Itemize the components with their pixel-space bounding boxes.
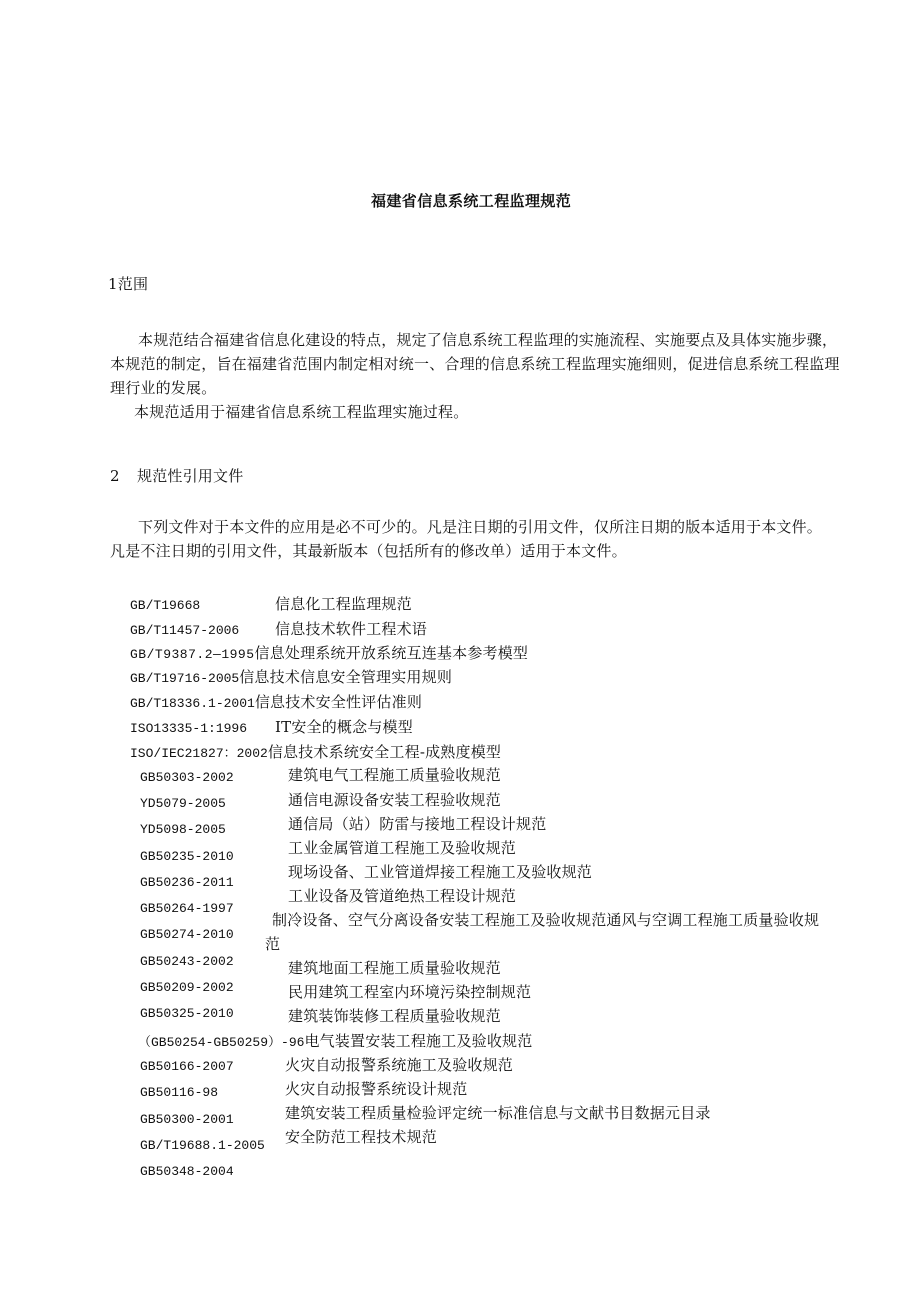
- section-2-number: 2: [110, 467, 120, 485]
- standard-title: 范: [265, 935, 281, 953]
- standard-code: GB50300-2001: [140, 1112, 234, 1127]
- standard-code: GB50235-2010: [140, 849, 234, 864]
- standard-title: 通信局（站）防雷与接地工程设计规范: [288, 815, 547, 833]
- section-1-paragraph-2: 本规范适用于福建省信息系统工程监理实施过程。: [134, 403, 469, 421]
- standard-code: GB50209-2002: [140, 980, 234, 995]
- section-2-paragraph-line: 凡是不注日期的引用文件，其最新版本（包括所有的修改单）适用于本文件。: [110, 542, 627, 560]
- reference-code: ISO13335-1:1996: [130, 721, 248, 736]
- reference-title: 信息技术安全性评估准则: [254, 693, 423, 711]
- standard-title: 工业设备及管道绝热工程设计规范: [288, 887, 517, 905]
- reference-title: 信息处理系统开放系统互连基本参考模型: [254, 644, 529, 662]
- standard-code: GB50116-98: [140, 1085, 219, 1100]
- standard-code: GB50274-2010: [140, 927, 234, 942]
- standard-combined-line: [138, 1031, 532, 1051]
- section-1-paragraph-line: 理行业的发展。: [110, 379, 217, 397]
- reference-code: GB/T11457-2006: [130, 623, 240, 638]
- standard-title: 火灾自动报警系统施工及验收规范: [285, 1056, 514, 1074]
- standard-code: YD5079-2005: [140, 796, 226, 811]
- reference-title: 信息技术系统安全工程-成熟度模型: [267, 743, 502, 761]
- section-2-heading: [110, 466, 243, 486]
- reference-code: GB/T18336.1-2001: [130, 696, 255, 711]
- standard-code: GB/T19688.1-2005: [140, 1138, 265, 1153]
- standard-title: 工业金属管道工程施工及验收规范: [288, 839, 517, 857]
- standard-title: 建筑装饰装修工程质量验收规范: [288, 1007, 501, 1025]
- standard-code: GB50264-1997: [140, 901, 234, 916]
- standard-title: 现场设备、工业管道焊接工程施工及验收规范: [288, 863, 593, 881]
- page-title: 福建省信息系统工程监理规范: [371, 192, 572, 210]
- reference-item: [130, 667, 452, 687]
- reference-item: [130, 742, 501, 762]
- reference-item: [130, 692, 422, 712]
- standard-title: 建筑地面工程施工质量验收规范: [288, 959, 501, 977]
- standard-title: 建筑安装工程质量检验评定统一标准信息与文献书目数据元目录: [285, 1104, 711, 1122]
- reference-item: [130, 619, 427, 639]
- reference-item: [130, 643, 528, 663]
- reference-item: [130, 717, 413, 737]
- section-2-heading-text: 规范性引用文件: [137, 467, 244, 485]
- section-1-heading: 1范围: [108, 275, 149, 293]
- standard-title: 安全防范工程技术规范: [285, 1128, 438, 1146]
- reference-code: GB/T19716-2005: [130, 671, 240, 686]
- standard-code: GB50348-2004: [140, 1164, 234, 1176]
- standard-title: 通信电源设备安装工程验收规范: [288, 791, 501, 809]
- section-2-paragraph-line: 下列文件对于本文件的应用是必不可少的。凡是注日期的引用文件，仅所注日期的版本适用于本文件。: [138, 518, 823, 536]
- standard-code: YD5098-2005: [140, 822, 226, 837]
- reference-item: [130, 594, 412, 614]
- reference-title: IT安全的概念与模型: [275, 718, 413, 736]
- standard-code: GB50243-2002: [140, 954, 234, 969]
- standard-code: GB50166-2007: [140, 1059, 234, 1074]
- section-1-paragraph-line: 本规范的制定，旨在福建省范围内制定相对统一、合理的信息系统工程监理实施细则，促进信息系统工程监理: [110, 355, 840, 373]
- standard-title: 建筑电气工程施工质量验收规范: [288, 766, 501, 784]
- section-1-paragraph-line: 本规范结合福建省信息化建设的特点，规定了信息系统工程监理的实施流程、实施要点及具体实施步骤，: [138, 331, 838, 349]
- standard-code: GB50236-2011: [140, 875, 234, 890]
- reference-title: 信息技术软件工程术语: [275, 620, 428, 638]
- standard-title: 火灾自动报警系统设计规范: [285, 1080, 468, 1098]
- standard-title: 电气装置安装工程施工及验收规范: [304, 1032, 533, 1050]
- standard-code: GB50325-2010: [140, 1006, 234, 1021]
- reference-code: GB/T9387.2—1995: [130, 647, 255, 662]
- reference-title: 信息化工程监理规范: [275, 595, 412, 613]
- reference-code: GB/T19668: [130, 598, 201, 613]
- reference-title: 信息技术信息安全管理实用规则: [239, 668, 453, 686]
- standard-code: （GB50254-GB50259）-96: [138, 1035, 305, 1050]
- standard-title: 制冷设备、空气分离设备安装工程施工及验收规范通风与空调工程施工质量验收规: [272, 911, 820, 929]
- standard-code: GB50303-2002: [140, 770, 234, 785]
- reference-code: ISO/IEC21827：2002: [130, 746, 268, 761]
- standard-title: 民用建筑工程室内环境污染控制规范: [288, 983, 532, 1001]
